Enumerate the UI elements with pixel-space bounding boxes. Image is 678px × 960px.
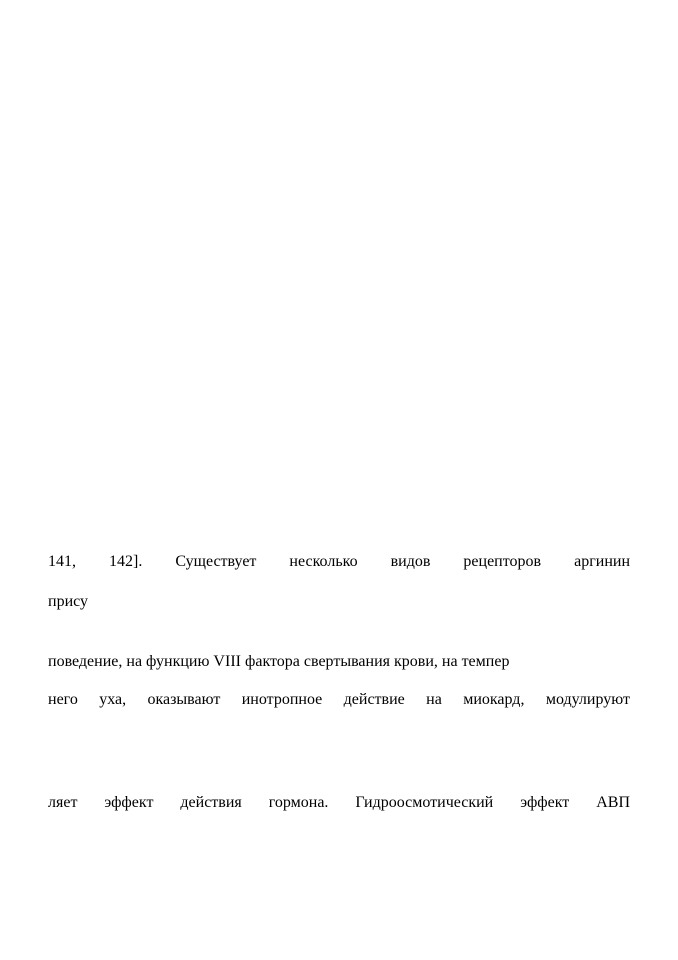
text-line-3: поведение, на функцию VIII фактора свертывания крови, на темпер <box>48 653 510 670</box>
text-line-4: него уха, оказывают инотропное действие на миокард, модулируют <box>48 691 630 708</box>
text-line-2: прису <box>48 593 89 610</box>
text-line-1: 141, 142]. Существует несколько видов рецепторов аргинин <box>48 553 630 570</box>
text-line-5: ляет эффект действия гормона. Гидроосмотический эффект АВП <box>48 794 630 811</box>
